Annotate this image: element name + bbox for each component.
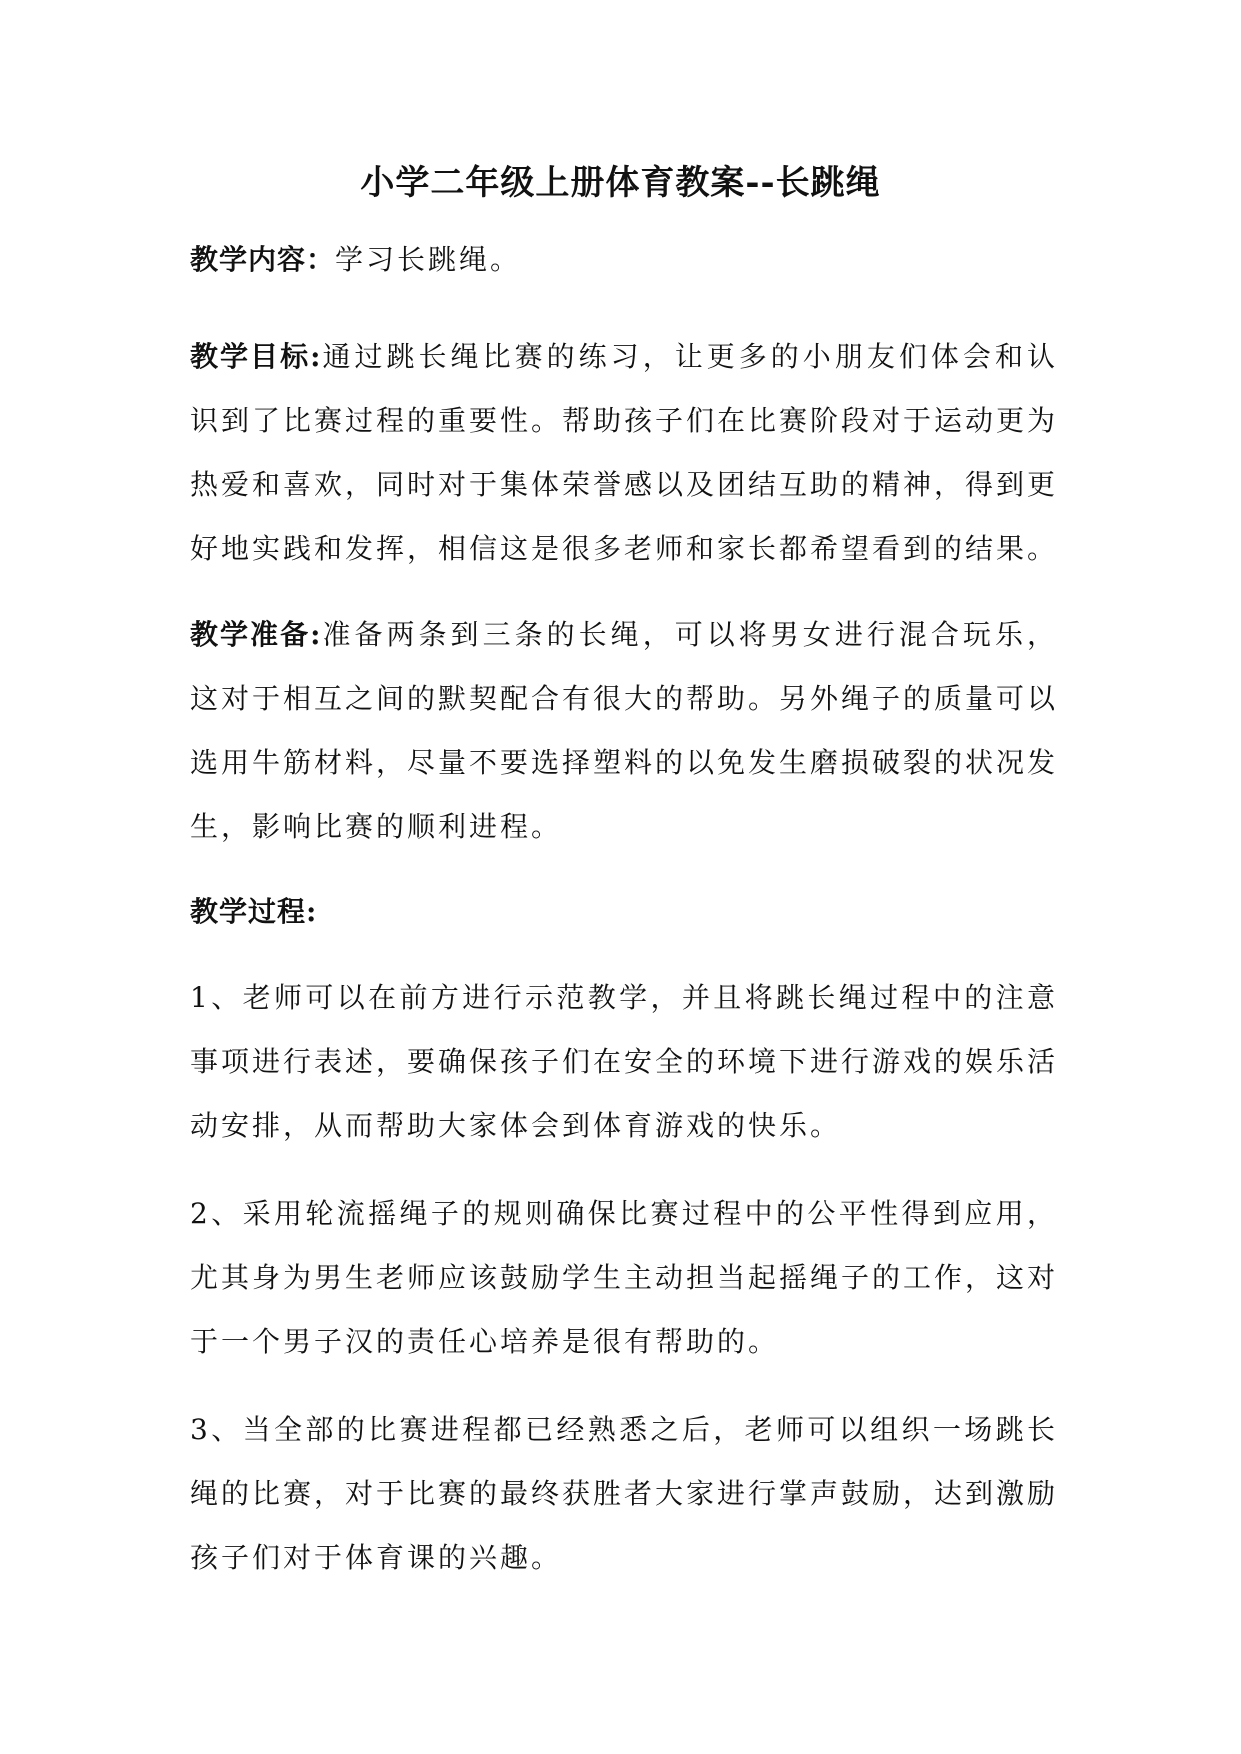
- teaching-objective-label: 教学目标:: [190, 340, 322, 373]
- process-step-1: 1、老师可以在前方进行示范教学，并且将跳长绳过程中的注意事项进行表述，要确保孩子们在安全的环境下进行游戏的娱乐活动安排，从而帮助大家体会到体育游戏的快乐。: [190, 981, 1059, 1142]
- teaching-objective-paragraph: [190, 325, 1058, 581]
- teaching-process-label: 教学过程:: [190, 895, 318, 928]
- teaching-preparation-paragraph: [190, 603, 1058, 859]
- process-step-2: 2、采用轮流摇绳子的规则确保比赛过程中的公平性得到应用，尤其身为男生老师应该鼓励学生主动担当起摇绳子的工作，这对于一个男子汉的责任心培养是很有帮助的。: [190, 1197, 1059, 1358]
- document-title: 小学二年级上册体育教案--长跳绳: [360, 163, 881, 203]
- teaching-content-label: 教学内容：: [190, 243, 336, 276]
- teaching-content-paragraph: [190, 228, 1058, 292]
- process-step-3: 3、当全部的比赛进程都已经熟悉之后，老师可以组织一场跳长绳的比赛，对于比赛的最终获胜者大家进行掌声鼓励，达到激励孩子们对于体育课的兴趣。: [190, 1413, 1059, 1574]
- teaching-objective-text: 通过跳长绳比赛的练习，让更多的小朋友们体会和认识到了比赛过程的重要性。帮助孩子们在比赛阶段对于运动更为热爱和喜欢，同时对于集体荣誉感以及团结互助的精神，得到更好地实践和发挥，相信这是很多老师和家长都希望看到的结果。: [190, 340, 1059, 565]
- teaching-process-heading: [190, 880, 1058, 944]
- teaching-preparation-text: 准备两条到三条的长绳，可以将男女进行混合玩乐，这对于相互之间的默契配合有很大的帮助。另外绳子的质量可以选用牛筋材料，尽量不要选择塑料的以免发生磨损破裂的状况发生，影响比赛的顺利进程。: [190, 618, 1059, 843]
- teaching-preparation-label: 教学准备:: [190, 618, 322, 651]
- teaching-content-text: 学习长跳绳。: [335, 243, 522, 276]
